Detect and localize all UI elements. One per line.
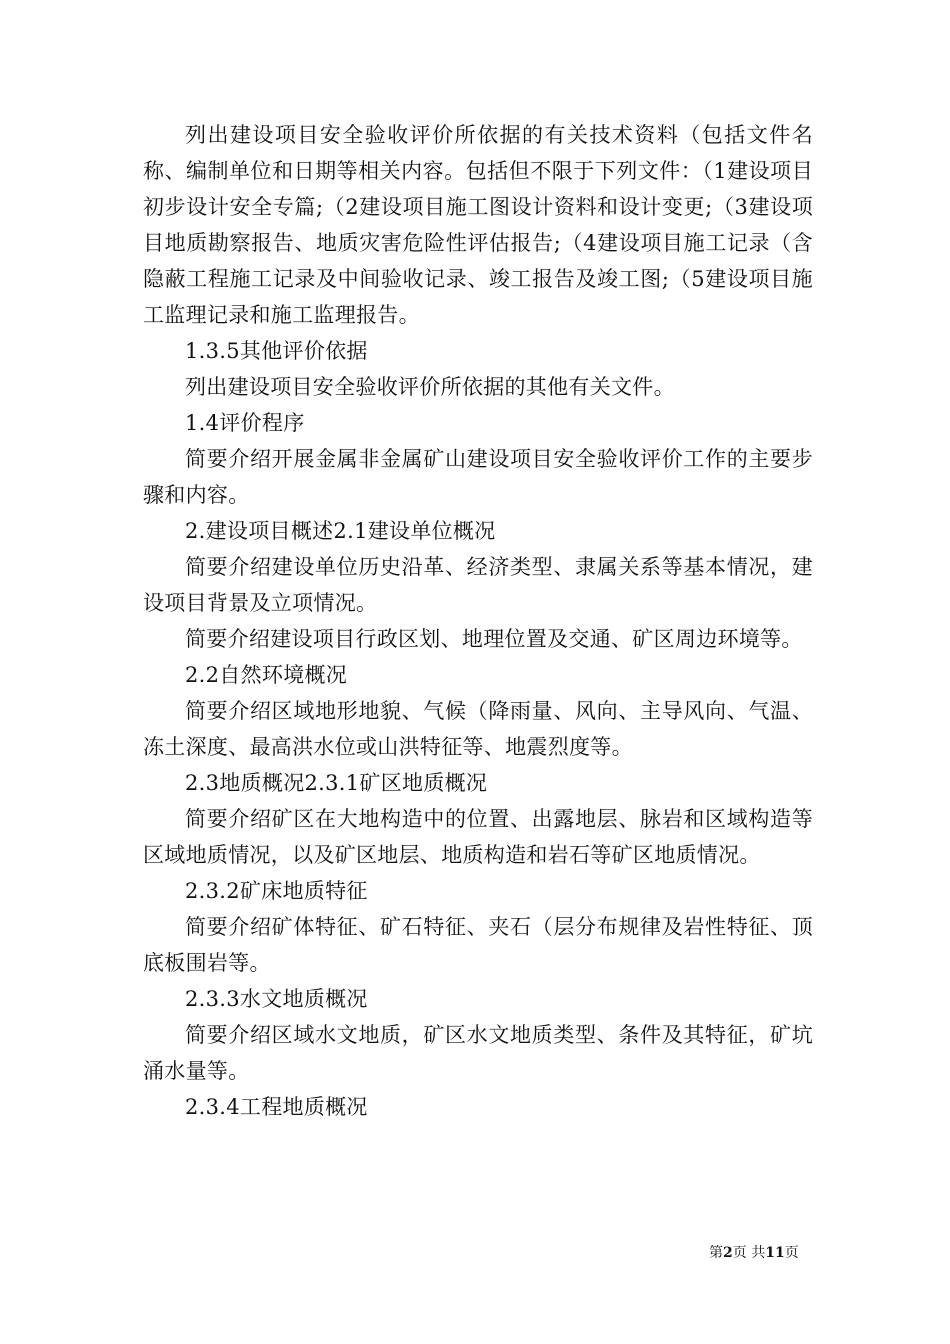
heading-2-1: 2.建设项目概述2.1建设单位概况 [185, 519, 496, 543]
page-number-footer [709, 1244, 799, 1262]
paragraph-procedure: 简要介绍开展金属非金属矿山建设项目安全验收评价工作的主要步骤和内容。 [143, 447, 813, 507]
paragraph-tech-docs: 列出建设项目安全验收评价所依据的有关技术资料（包括文件名称、编制单位和日期等相关内容。包括但不限于下列文件：（1建设项目初步设计安全专篇;（2建设项目施工图设计资料和设计变更;（3建设项目地质勘察报告、地质灾害危险性评估报告;（4建设项目施工记录（含隐蔽工程施工记录及中间验收记录、竣工报告及竣工图;（5建设项目施工监理记录和施工监理报告。 [143, 123, 813, 327]
document-body [143, 117, 813, 1125]
heading-2-3-3: 2.3.3水文地质概况 [185, 987, 368, 1011]
heading-2-3: 2.3地质概况2.3.1矿区地质概况 [185, 771, 488, 795]
footer-current-page: 2 [723, 1245, 733, 1261]
footer-prefix: 第 [709, 1245, 723, 1261]
heading-2-3-2: 2.3.2矿床地质特征 [185, 879, 368, 903]
paragraph-hydrogeology: 简要介绍区域水文地质，矿区水文地质类型、条件及其特征，矿坑涌水量等。 [143, 1023, 813, 1083]
paragraph-other-basis: 列出建设项目安全验收评价所依据的其他有关文件。 [185, 375, 675, 399]
paragraph-mine-geology: 简要介绍矿区在大地构造中的位置、出露地层、脉岩和区域构造等区域地质情况，以及矿区地层、地质构造和岩石等矿区地质情况。 [143, 807, 813, 867]
paragraph-natural-env: 简要介绍区域地形地貌、气候（降雨量、风向、主导风向、气温、冻土深度、最高洪水位或山洪特征等、地震烈度等。 [143, 699, 813, 759]
paragraph-deposit: 简要介绍矿体特征、矿石特征、夹石（层分布规律及岩性特征、顶底板围岩等。 [143, 915, 813, 975]
heading-2-2: 2.2自然环境概况 [185, 663, 348, 687]
footer-middle: 页 共 [732, 1245, 766, 1261]
footer-total-pages: 11 [765, 1245, 785, 1261]
paragraph-location: 简要介绍建设项目行政区划、地理位置及交通、矿区周边环境等。 [185, 627, 803, 651]
footer-suffix: 页 [784, 1245, 799, 1261]
heading-1-4: 1.4评价程序 [185, 411, 305, 435]
heading-2-3-4: 2.3.4工程地质概况 [185, 1095, 368, 1119]
heading-1-3-5: 1.3.5其他评价依据 [185, 339, 368, 363]
paragraph-unit-overview: 简要介绍建设单位历史沿革、经济类型、隶属关系等基本情况，建设项目背景及立项情况。 [143, 555, 813, 615]
